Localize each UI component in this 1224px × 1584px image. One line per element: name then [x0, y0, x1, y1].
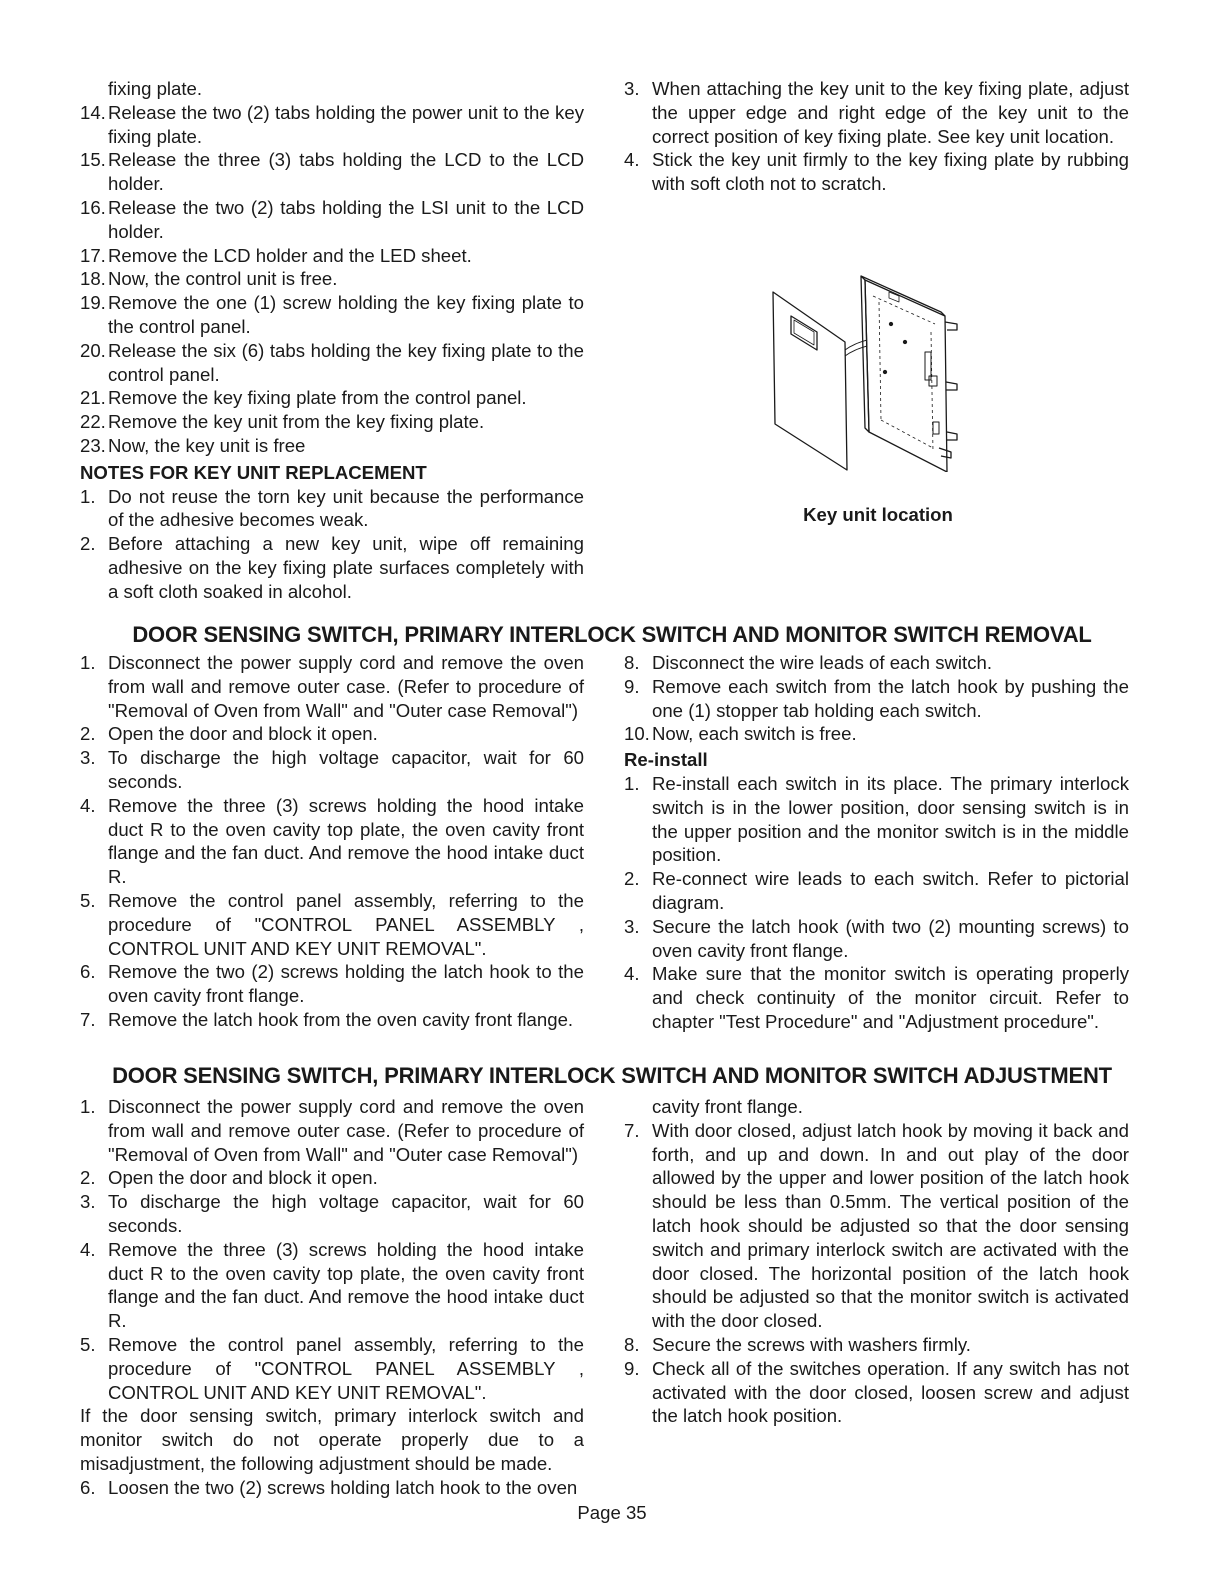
section-heading-removal: DOOR SENSING SWITCH, PRIMARY INTERLOCK SWITCH AND MONITOR SWITCH REMOVAL [132, 622, 1092, 647]
item-text: Remove the key unit from the key fixing plate. [108, 411, 485, 433]
item-text: When attaching the key unit to the key fixing plate, adjust the upper edge and right edge of the key unit to the correct position of key fixing plate. See key unit location. [652, 78, 1129, 147]
list-item [80, 291, 584, 339]
step-list [80, 101, 584, 458]
item-number: 6. [80, 1476, 96, 1498]
reinstall-heading: Re-install [624, 749, 708, 771]
adjustment-paragraph: If the door sensing switch, primary interlock switch and monitor switch do not operate properly due to a misadjustment, the following adjustment should be made. [80, 1405, 584, 1474]
item-text: To discharge the high voltage capacitor, wait for 60 seconds. [108, 747, 584, 792]
step-list [80, 1095, 584, 1404]
item-text: Loosen the two (2) screws holding latch hook to the oven [108, 1476, 578, 1498]
list-item [80, 410, 584, 434]
item-text: To discharge the high voltage capacitor, wait for 60 seconds. [108, 1191, 584, 1236]
item-number: 23. [80, 434, 106, 456]
item-number: 19. [80, 292, 106, 314]
list-item [624, 867, 1129, 915]
item-number: 14. [80, 101, 106, 123]
item-number: 3. [624, 78, 640, 99]
list-item [80, 1476, 584, 1500]
item-text: Remove the control panel assembly, referring to the procedure of "CONTROL PANEL ASSEMBLY , CONTROL UNIT AND KEY UNIT REMOVAL". [108, 889, 584, 959]
item-number: 3. [80, 747, 96, 769]
item-text: Remove the key fixing plate from the control panel. [108, 387, 527, 409]
item-number: 1. [80, 1096, 96, 1117]
list-item [80, 267, 584, 291]
list-item [80, 794, 584, 889]
item-number: 3. [624, 915, 640, 937]
item-text: Release the two (2) tabs holding the LSI unit to the LCD holder. [108, 196, 584, 242]
item-text: Open the door and block it open. [108, 723, 378, 745]
item-text: Remove the control panel assembly, referring to the procedure of "CONTROL PANEL ASSEMBLY , CONTROL UNIT AND KEY UNIT REMOVAL". [108, 1333, 584, 1403]
adjustment-right-column [624, 1095, 1129, 1428]
item-number: 1. [624, 772, 640, 794]
item-text: Remove the two (2) screws holding the latch hook to the oven cavity front flange. [108, 961, 584, 1007]
item-text: Remove the three (3) screws holding the hood intake duct R to the oven cavity top plate, the oven cavity front flange and the fan duct. And remove the hood intake duct R. [108, 794, 584, 888]
item-text: Now, each switch is free. [652, 723, 857, 745]
item-text: Now, the key unit is free [108, 434, 306, 456]
item-number: 4. [624, 149, 640, 171]
lead-text: cavity front flange. [652, 1096, 803, 1117]
item-text: Disconnect the power supply cord and remove the oven from wall and remove outer case. (Refer to procedure of "Removal of Oven from Wall" and "Outer case Removal") [108, 652, 584, 721]
removal-left-column [80, 651, 584, 1032]
list-item [80, 1238, 584, 1333]
list-item [80, 434, 584, 458]
item-text: Release the six (6) tabs holding the key fixing plate to the control panel. [108, 339, 584, 385]
list-item [624, 722, 1129, 746]
item-number: 2. [80, 1167, 96, 1189]
list-item [624, 148, 1129, 196]
item-number: 2. [80, 723, 96, 745]
item-text: Do not reuse the torn key unit because the performance of the adhesive becomes weak. [108, 485, 584, 531]
top-left-column [80, 77, 584, 604]
list-item [80, 101, 584, 149]
item-number: 7. [80, 1008, 96, 1030]
item-text: Before attaching a new key unit, wipe off remaining adhesive on the key fixing plate surfaces completely with a soft cloth soaked in alcohol. [108, 533, 584, 602]
reinstall-list [624, 772, 1129, 1034]
page-number: Page 35 [577, 1502, 647, 1523]
step-list [624, 77, 1129, 196]
item-number: 22. [80, 411, 106, 433]
item-number: 5. [80, 1333, 96, 1355]
list-item [624, 651, 1129, 675]
list-item [80, 746, 584, 794]
list-item [624, 675, 1129, 723]
notes-heading: NOTES FOR KEY UNIT REPLACEMENT [80, 461, 427, 483]
notes-list [80, 485, 584, 604]
item-text: With door closed, adjust latch hook by moving it back and forth, and up and down. In and out play of the door allowed by the upper and lower position of the latch hook should be less than 0.5mm. The vertical position of the latch hook should be adjusted so that the door sensing switch and primary interlock switch are activated with the door closed. The horizontal position of the latch hook should be adjusted so that the monitor switch is activated with the door closed. [652, 1119, 1129, 1332]
list-item [624, 77, 1129, 148]
figure-caption: Key unit location [803, 504, 953, 525]
list-item [80, 148, 584, 196]
item-text: Disconnect the power supply cord and remove the oven from wall and remove outer case. (Refer to procedure of "Removal of Oven from Wall" and "Outer case Removal") [108, 1096, 584, 1165]
section-heading-adjustment: DOOR SENSING SWITCH, PRIMARY INTERLOCK SWITCH AND MONITOR SWITCH ADJUSTMENT [112, 1063, 1112, 1088]
item-number: 20. [80, 339, 106, 361]
list-item [80, 196, 584, 244]
list-item [624, 772, 1129, 867]
list-item [624, 1119, 1129, 1333]
list-item [80, 532, 584, 603]
item-text: Remove the three (3) screws holding the hood intake duct R to the oven cavity top plate, the oven cavity front flange and the fan duct. And remove the hood intake duct R. [108, 1238, 584, 1332]
adjustment-left-column [80, 1095, 584, 1500]
item-number: 9. [624, 675, 640, 697]
list-item [624, 915, 1129, 963]
list-item [80, 651, 584, 722]
item-text: Stick the key unit firmly to the key fixing plate by rubbing with soft cloth not to scratch. [652, 149, 1129, 195]
item-text: Secure the screws with washers firmly. [652, 1333, 971, 1355]
item-number: 9. [624, 1357, 640, 1379]
item-number: 3. [80, 1191, 96, 1213]
list-item [80, 1095, 584, 1166]
item-text: Disconnect the wire leads of each switch. [652, 652, 993, 673]
item-text: Release the three (3) tabs holding the LCD to the LCD holder. [108, 149, 584, 195]
list-item [80, 485, 584, 533]
item-number: 15. [80, 149, 106, 171]
item-number: 8. [624, 1333, 640, 1355]
item-number: 21. [80, 387, 106, 409]
removal-right-column [624, 651, 1129, 1034]
item-text: Open the door and block it open. [108, 1167, 378, 1189]
item-text: Re-connect wire leads to each switch. Refer to pictorial diagram. [652, 868, 1129, 913]
top-right-column [624, 77, 1129, 196]
item-number: 17. [80, 244, 106, 266]
list-item [80, 1333, 584, 1404]
list-item [80, 1190, 584, 1238]
item-number: 7. [624, 1119, 640, 1141]
item-number: 4. [80, 794, 96, 816]
list-item [80, 1008, 584, 1032]
item-text: Remove the LCD holder and the LED sheet. [108, 244, 472, 266]
item-number: 8. [624, 652, 640, 673]
item-text: Secure the latch hook (with two (2) mounting screws) to oven cavity front flange. [652, 915, 1129, 961]
item-number: 10. [624, 723, 650, 745]
list-item [80, 244, 584, 268]
list-item [624, 1357, 1129, 1428]
step-list [624, 651, 1129, 746]
item-number: 6. [80, 961, 96, 983]
step-list [80, 651, 584, 1032]
item-text: Remove each switch from the latch hook by pushing the one (1) stopper tab holding each switch. [652, 675, 1129, 721]
item-text: Check all of the switches operation. If any switch has not activated with the door closed, loosen screw and adjust the latch hook position. [652, 1357, 1129, 1427]
item-number: 1. [80, 485, 96, 507]
list-item [80, 1166, 584, 1190]
list-item [80, 960, 584, 1008]
key-unit-location-figure [765, 272, 975, 472]
list-item [624, 1333, 1129, 1357]
item-text: Remove the latch hook from the oven cavity front flange. [108, 1008, 574, 1030]
item-number: 18. [80, 268, 106, 290]
list-item [80, 889, 584, 960]
item-number: 4. [624, 963, 640, 985]
item-number: 2. [80, 533, 96, 555]
item-text: Make sure that the monitor switch is operating properly and check continuity of the monitor circuit. Refer to chapter "Test Procedure" and "Adjustment procedure". [652, 963, 1129, 1032]
item-number: 5. [80, 889, 96, 911]
item-text: Re-install each switch in its place. The primary interlock switch is in the lower position, door sensing switch is in the upper position and the monitor switch is in the middle position. [652, 772, 1129, 866]
item-number: 2. [624, 868, 640, 890]
list-item [80, 339, 584, 387]
list-item [80, 722, 584, 746]
item-number: 1. [80, 652, 96, 673]
lead-text: fixing plate. [108, 78, 203, 99]
key-unit-diagram [765, 272, 975, 472]
list-item [624, 962, 1129, 1033]
item-number: 16. [80, 196, 106, 218]
list-item [80, 386, 584, 410]
item-number: 4. [80, 1238, 96, 1260]
step-list [624, 1119, 1129, 1428]
item-text: Release the two (2) tabs holding the power unit to the key fixing plate. [108, 101, 584, 147]
item-text: Remove the one (1) screw holding the key fixing plate to the control panel. [108, 292, 584, 337]
item-text: Now, the control unit is free. [108, 268, 338, 290]
